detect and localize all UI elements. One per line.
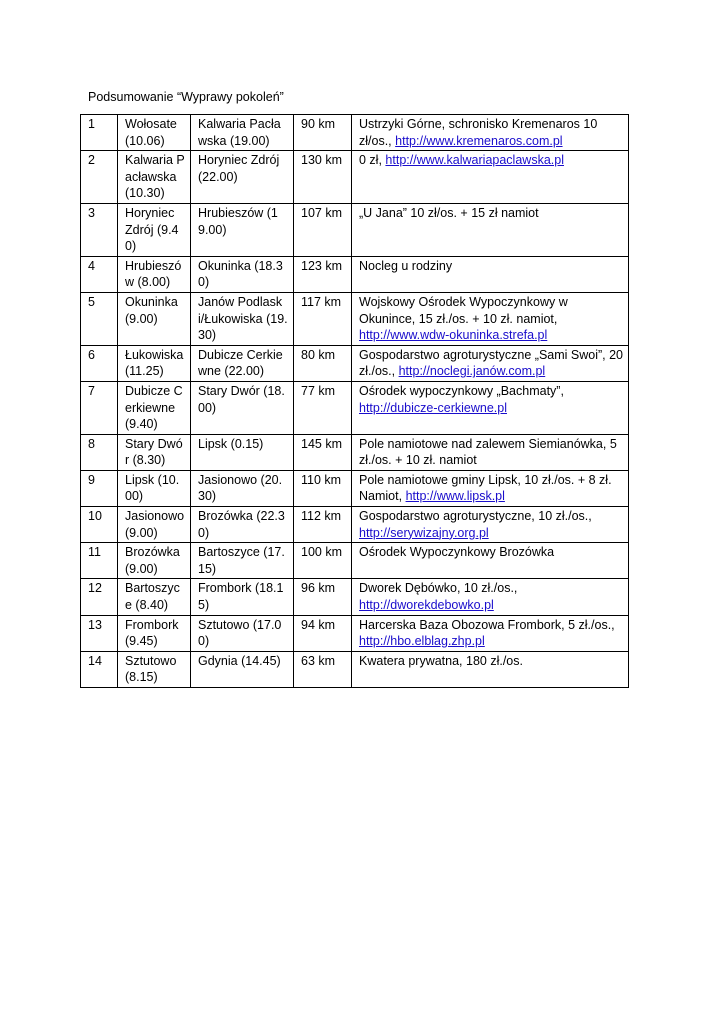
day-number-cell: [81, 507, 118, 543]
day-number-text: 9: [88, 472, 95, 487]
distance-text: 123 km: [301, 258, 342, 273]
end-location-text: Sztutowo (17.00): [198, 617, 282, 649]
distance-text: 145 km: [301, 436, 342, 451]
day-number-cell: [81, 470, 118, 506]
day-number-text: 13: [88, 617, 102, 632]
start-location-text: Lipsk (10.00): [125, 472, 180, 504]
end-location-text: Kalwaria Pacławska (19.00): [198, 117, 281, 148]
accommodation-text: Harcerska Baza Obozowa Frombork, 5 zł./os.,: [359, 617, 615, 632]
day-number-cell: [81, 651, 118, 687]
accommodation-cell: [352, 151, 629, 204]
start-location-cell: [118, 381, 191, 434]
end-location-cell: [191, 345, 294, 381]
end-location-cell: [191, 615, 294, 651]
day-number-cell: [81, 203, 118, 256]
day-number-text: 6: [88, 347, 95, 362]
end-location-text: Gdynia (14.45): [198, 653, 281, 668]
start-location-text: Jasionowo (9.00): [125, 509, 185, 540]
table-row: [81, 579, 629, 615]
accommodation-text: Pole namiotowe gminy Lipsk, 10 zł./os. + 8 zł. Namiot,: [359, 472, 612, 504]
start-location-text: Kalwaria Pacławska (10.30): [125, 153, 185, 201]
distance-text: 90 km: [301, 117, 336, 131]
start-location-cell: [118, 256, 191, 292]
table-row: [81, 151, 629, 204]
start-location-text: Stary Dwór (8.30): [125, 436, 183, 468]
end-location-cell: [191, 543, 294, 579]
distance-text: 107 km: [301, 205, 342, 220]
table-row: [81, 615, 629, 651]
end-location-cell: [191, 434, 294, 470]
distance-cell: [294, 345, 352, 381]
end-location-text: Dubicze Cerkiewne (22.00): [198, 347, 283, 379]
accommodation-link[interactable]: http://dubicze-cerkiewne.pl: [359, 400, 507, 415]
start-location-cell: [118, 345, 191, 381]
accommodation-text: Dworek Dębówko, 10 zł./os.,: [359, 581, 518, 596]
end-location-text: Stary Dwór (18.00): [198, 383, 285, 415]
distance-cell: [294, 470, 352, 506]
distance-text: 94 km: [301, 617, 336, 632]
accommodation-link[interactable]: http://hbo.elblag.zhp.pl: [359, 634, 485, 649]
table-row: [81, 345, 629, 381]
start-location-cell: [118, 543, 191, 579]
end-location-text: Lipsk (0.15): [198, 436, 264, 451]
start-location-cell: [118, 203, 191, 256]
accommodation-text: Ośrodek wypoczynkowy „Bachmaty”,: [359, 383, 564, 398]
table-row: [81, 651, 629, 687]
start-location-cell: [118, 434, 191, 470]
day-number-text: 3: [88, 205, 95, 220]
accommodation-text: Gospodarstwo agroturystyczne, 10 zł./os.,: [359, 509, 592, 524]
start-location-text: Wołosate (10.06): [125, 117, 177, 148]
day-number-text: 14: [88, 653, 102, 668]
start-location-text: Okuninka (9.00): [125, 294, 178, 326]
distance-cell: [294, 151, 352, 204]
end-location-cell: [191, 381, 294, 434]
distance-text: 112 km: [301, 509, 342, 524]
start-location-text: Hrubieszów (8.00): [125, 258, 182, 290]
start-location-cell: [118, 151, 191, 204]
day-number-text: 11: [88, 545, 101, 560]
accommodation-link[interactable]: http://noclegi.janów.com.pl: [398, 364, 546, 379]
table-row: [81, 434, 629, 470]
end-location-text: Hrubieszów (19.00): [198, 205, 278, 237]
table-row: [81, 470, 629, 506]
end-location-cell: [191, 151, 294, 204]
end-location-cell: [191, 115, 294, 151]
end-location-text: Janów Podlaski/Łukowiska (19.30): [198, 294, 288, 343]
day-number-cell: [81, 256, 118, 292]
start-location-cell: [118, 579, 191, 615]
distance-cell: [294, 292, 352, 345]
day-number-text: 12: [88, 581, 102, 596]
accommodation-text: Ośrodek Wypoczynkowy Brozówka: [359, 545, 555, 560]
accommodation-cell: [352, 651, 629, 687]
start-location-cell: [118, 470, 191, 506]
table-row: [81, 292, 629, 345]
accommodation-cell: [352, 543, 629, 579]
accommodation-cell: [352, 292, 629, 345]
accommodation-cell: [352, 115, 629, 151]
distance-text: 130 km: [301, 153, 342, 168]
accommodation-link[interactable]: http://www.lipsk.pl: [405, 489, 505, 504]
start-location-text: Brozówka (9.00): [125, 545, 180, 576]
distance-cell: [294, 651, 352, 687]
start-location-cell: [118, 651, 191, 687]
accommodation-cell: [352, 579, 629, 615]
distance-text: 100 km: [301, 545, 342, 560]
accommodation-link[interactable]: http://dworekdebowko.pl: [359, 598, 494, 613]
accommodation-text: Kwatera prywatna, 180 zł./os.: [359, 653, 523, 668]
accommodation-cell: [352, 470, 629, 506]
end-location-cell: [191, 651, 294, 687]
accommodation-text: 0 zł,: [359, 153, 382, 168]
accommodation-text: „U Jana” 10 zł/os. + 15 zł namiot: [359, 205, 539, 220]
accommodation-text: Gospodarstwo agroturystyczne „Sami Swoi”, 20 zł./os.,: [359, 347, 623, 379]
distance-text: 110 km: [301, 472, 342, 487]
day-number-text: 8: [88, 436, 95, 451]
start-location-text: Horyniec Zdrój (9.40): [125, 205, 179, 254]
day-number-cell: [81, 151, 118, 204]
table-row: [81, 256, 629, 292]
start-location-cell: [118, 615, 191, 651]
summary-table-body: [81, 115, 629, 688]
accommodation-cell: [352, 434, 629, 470]
table-row: [81, 115, 629, 151]
end-location-cell: [191, 203, 294, 256]
table-row: [81, 381, 629, 434]
accommodation-cell: [352, 345, 629, 381]
start-location-cell: [118, 507, 191, 543]
day-number-cell: [81, 434, 118, 470]
start-location-cell: [118, 115, 191, 151]
day-number-text: 4: [88, 258, 95, 273]
start-location-text: Frombork (9.45): [125, 617, 179, 649]
end-location-text: Horyniec Zdrój (22.00): [198, 153, 280, 184]
end-location-text: Frombork (18.15): [198, 581, 284, 613]
accommodation-cell: [352, 256, 629, 292]
distance-cell: [294, 507, 352, 543]
accommodation-text: Pole namiotowe nad zalewem Siemianówka, 5 zł./os. + 10 zł. namiot: [359, 436, 617, 468]
start-location-cell: [118, 292, 191, 345]
end-location-cell: [191, 507, 294, 543]
day-number-text: 10: [88, 509, 102, 524]
day-number-cell: [81, 543, 118, 579]
accommodation-cell: [352, 615, 629, 651]
end-location-cell: [191, 256, 294, 292]
accommodation-link[interactable]: http://www.wdw-okuninka.strefa.pl: [359, 328, 548, 343]
start-location-text: Łukowiska (11.25): [125, 347, 184, 379]
day-number-text: 1: [88, 117, 95, 131]
start-location-text: Bartoszyce (8.40): [125, 581, 180, 613]
distance-cell: [294, 434, 352, 470]
end-location-text: Jasionowo (20.30): [198, 472, 283, 504]
end-location-text: Brozówka (22.30): [198, 509, 285, 540]
accommodation-cell: [352, 507, 629, 543]
distance-text: 80 km: [301, 347, 336, 362]
day-number-text: 5: [88, 294, 95, 309]
distance-cell: [294, 579, 352, 615]
distance-text: 77 km: [301, 383, 336, 398]
distance-cell: [294, 381, 352, 434]
accommodation-link[interactable]: http://www.kalwariapaclawska.pl: [385, 153, 564, 168]
table-row: [81, 203, 629, 256]
accommodation-cell: [352, 381, 629, 434]
distance-cell: [294, 203, 352, 256]
table-row: [81, 543, 629, 579]
table-row: [81, 507, 629, 543]
day-number-cell: [81, 292, 118, 345]
end-location-cell: [191, 579, 294, 615]
end-location-cell: [191, 470, 294, 506]
accommodation-cell: [352, 203, 629, 256]
distance-cell: [294, 256, 352, 292]
distance-text: 96 km: [301, 581, 336, 596]
end-location-text: Okuninka (18.30): [198, 258, 283, 290]
distance-text: 117 km: [301, 294, 342, 309]
distance-cell: [294, 615, 352, 651]
start-location-text: Dubicze Cerkiewne (9.40): [125, 383, 183, 432]
accommodation-link[interactable]: http://serywizajny.org.pl: [359, 525, 489, 540]
day-number-cell: [81, 579, 118, 615]
day-number-cell: [81, 115, 118, 151]
distance-cell: [294, 115, 352, 151]
page-title: Podsumowanie “Wyprawy pokoleń”: [88, 90, 284, 104]
end-location-cell: [191, 292, 294, 345]
summary-table: [80, 114, 629, 688]
day-number-text: 7: [88, 383, 95, 398]
start-location-text: Sztutowo (8.15): [125, 653, 177, 685]
end-location-text: Bartoszyce (17.15): [198, 545, 285, 576]
distance-cell: [294, 543, 352, 579]
day-number-text: 2: [88, 153, 95, 168]
distance-text: 63 km: [301, 653, 336, 668]
accommodation-link[interactable]: http://www.kremenaros.com.pl: [395, 133, 563, 148]
day-number-cell: [81, 615, 118, 651]
accommodation-text: Ustrzyki Górne, schronisko Kremenaros 10 zł/os.,: [359, 117, 598, 148]
accommodation-text: Nocleg u rodziny: [359, 258, 453, 273]
day-number-cell: [81, 345, 118, 381]
day-number-cell: [81, 381, 118, 434]
accommodation-text: Wojskowy Ośrodek Wypoczynkowy w Okunince, 15 zł./os. + 10 zł. namiot,: [359, 294, 568, 326]
